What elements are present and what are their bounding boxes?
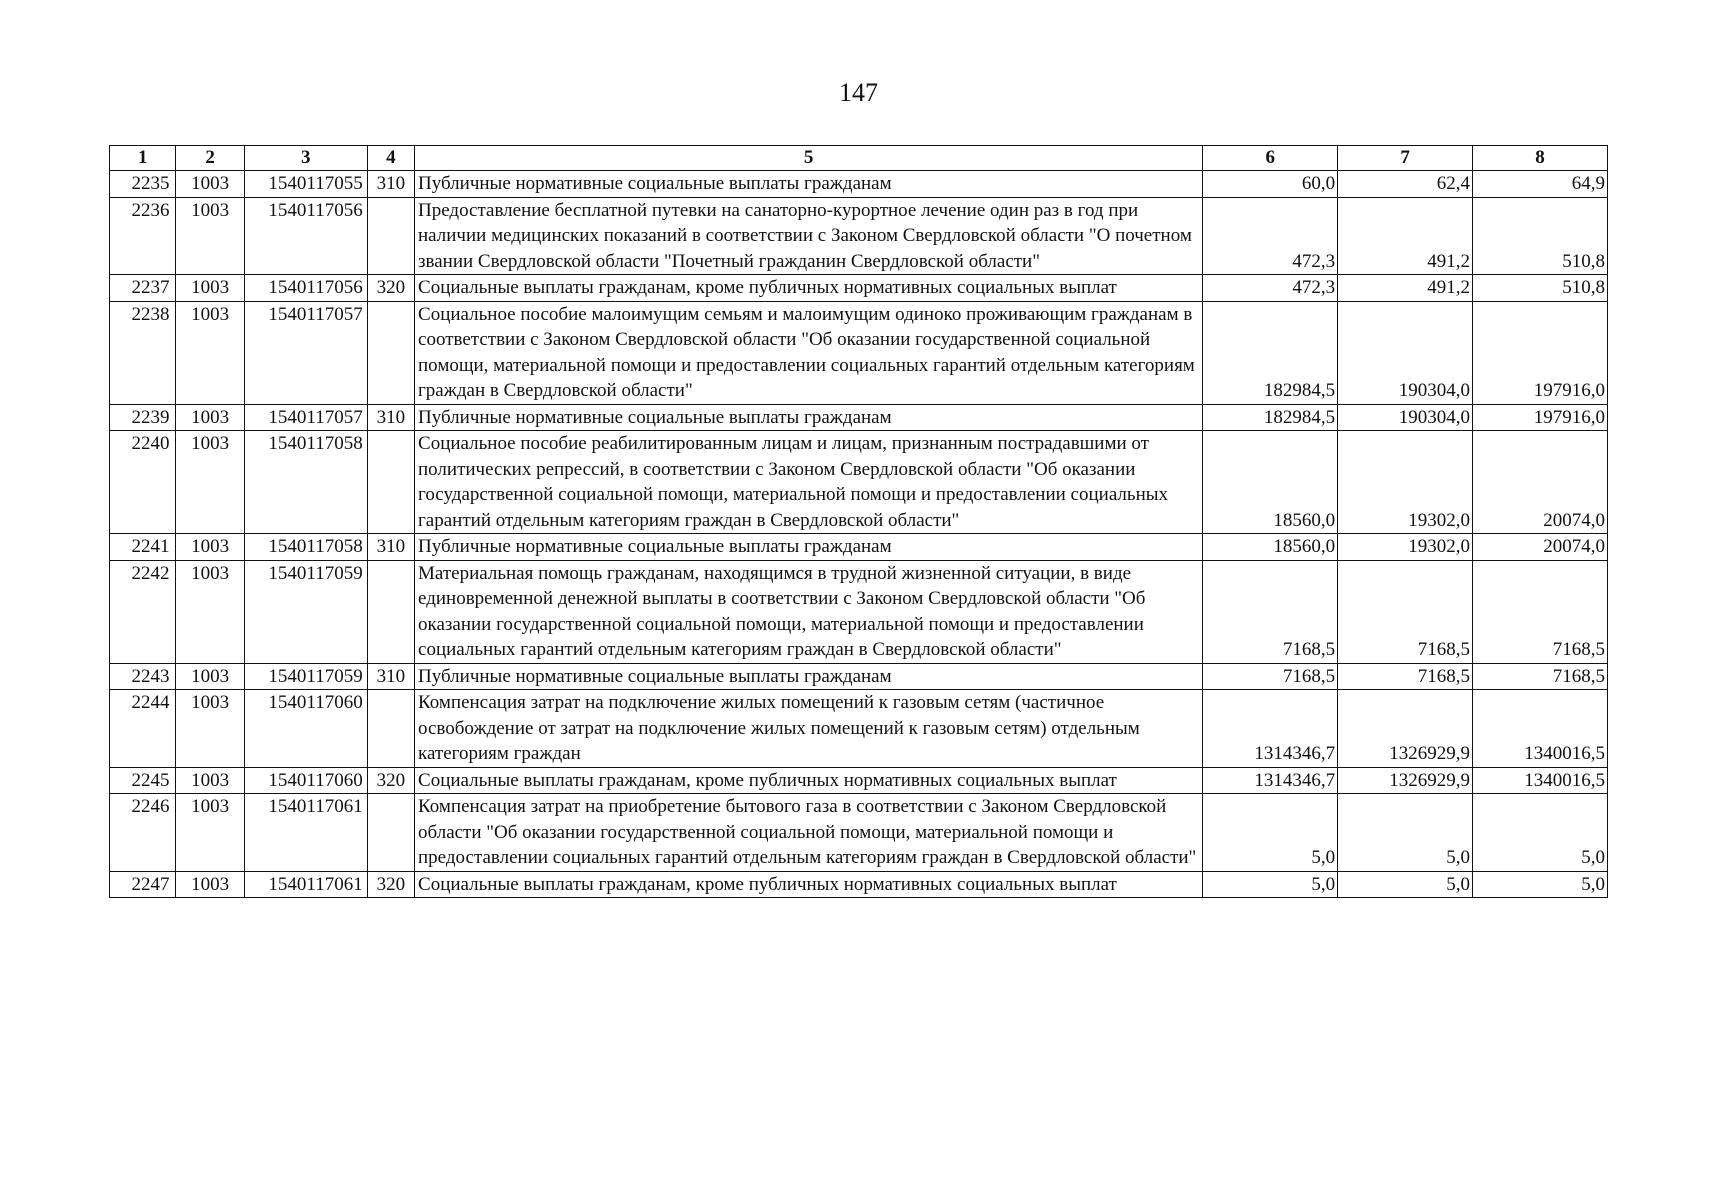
amount-year-1: 472,3 <box>1203 275 1338 302</box>
amount-year-2: 5,0 <box>1338 794 1473 872</box>
row-number: 2237 <box>110 275 176 302</box>
description-cell: Публичные нормативные социальные выплаты гражданам <box>415 171 1203 198</box>
table-row <box>110 275 1608 302</box>
section-code: 1003 <box>176 301 244 404</box>
description-cell: Публичные нормативные социальные выплаты гражданам <box>415 534 1203 561</box>
amount-year-1: 7168,5 <box>1203 663 1338 690</box>
description-cell: Социальные выплаты гражданам, кроме публичных нормативных социальных выплат <box>415 275 1203 302</box>
expense-type-code <box>367 301 414 404</box>
amount-year-2: 190304,0 <box>1338 301 1473 404</box>
amount-year-2: 491,2 <box>1338 275 1473 302</box>
table-row <box>110 301 1608 404</box>
section-code: 1003 <box>176 560 244 663</box>
table-row <box>110 431 1608 534</box>
amount-year-2: 7168,5 <box>1338 663 1473 690</box>
row-number: 2244 <box>110 690 176 768</box>
expense-type-code: 310 <box>367 534 414 561</box>
amount-year-2: 190304,0 <box>1338 404 1473 431</box>
row-number: 2243 <box>110 663 176 690</box>
description-cell: Социальные выплаты гражданам, кроме публичных нормативных социальных выплат <box>415 767 1203 794</box>
amount-year-1: 18560,0 <box>1203 431 1338 534</box>
expense-type-code: 320 <box>367 871 414 898</box>
table-row <box>110 560 1608 663</box>
table-row <box>110 767 1608 794</box>
table-row <box>110 171 1608 198</box>
section-code: 1003 <box>176 431 244 534</box>
section-code: 1003 <box>176 404 244 431</box>
expense-type-code: 320 <box>367 767 414 794</box>
column-header: 3 <box>244 146 367 171</box>
amount-year-3: 1340016,5 <box>1473 767 1608 794</box>
amount-year-3: 510,8 <box>1473 197 1608 275</box>
expense-type-code <box>367 794 414 872</box>
amount-year-1: 182984,5 <box>1203 301 1338 404</box>
target-article-code: 1540117061 <box>244 871 367 898</box>
target-article-code: 1540117059 <box>244 663 367 690</box>
section-code: 1003 <box>176 794 244 872</box>
amount-year-3: 20074,0 <box>1473 534 1608 561</box>
target-article-code: 1540117059 <box>244 560 367 663</box>
amount-year-2: 5,0 <box>1338 871 1473 898</box>
expense-type-code <box>367 431 414 534</box>
expense-type-code <box>367 560 414 663</box>
section-code: 1003 <box>176 534 244 561</box>
amount-year-2: 1326929,9 <box>1338 690 1473 768</box>
description-cell: Предоставление бесплатной путевки на санаторно-курортное лечение один раз в год при наличии медицинских показаний в соответствии с Законом Свердловской области "О почетном звании Свердловской области "Почетный гражданин Свердловской области" <box>415 197 1203 275</box>
amount-year-2: 491,2 <box>1338 197 1473 275</box>
row-number: 2236 <box>110 197 176 275</box>
section-code: 1003 <box>176 171 244 198</box>
amount-year-1: 7168,5 <box>1203 560 1338 663</box>
row-number: 2242 <box>110 560 176 663</box>
description-cell: Материальная помощь гражданам, находящимся в трудной жизненной ситуации, в виде единовременной денежной выплаты в соответствии с Законом Свердловской области "Об оказании государственной социальной помощи, материальной помощи и предоставлении социальных гарантий отдельным категориям граждан в Свердловской области" <box>415 560 1203 663</box>
table-row <box>110 534 1608 561</box>
amount-year-3: 5,0 <box>1473 871 1608 898</box>
expense-type-code <box>367 690 414 768</box>
amount-year-2: 7168,5 <box>1338 560 1473 663</box>
section-code: 1003 <box>176 197 244 275</box>
amount-year-3: 64,9 <box>1473 171 1608 198</box>
row-number: 2247 <box>110 871 176 898</box>
table-row <box>110 794 1608 872</box>
section-code: 1003 <box>176 663 244 690</box>
column-header: 5 <box>415 146 1203 171</box>
column-header: 2 <box>176 146 244 171</box>
target-article-code: 1540117056 <box>244 197 367 275</box>
amount-year-2: 62,4 <box>1338 171 1473 198</box>
table-header-row <box>110 146 1608 171</box>
section-code: 1003 <box>176 767 244 794</box>
target-article-code: 1540117060 <box>244 767 367 794</box>
target-article-code: 1540117060 <box>244 690 367 768</box>
column-header: 7 <box>1338 146 1473 171</box>
table-row <box>110 197 1608 275</box>
amount-year-3: 197916,0 <box>1473 301 1608 404</box>
amount-year-2: 19302,0 <box>1338 431 1473 534</box>
target-article-code: 1540117061 <box>244 794 367 872</box>
row-number: 2240 <box>110 431 176 534</box>
section-code: 1003 <box>176 871 244 898</box>
target-article-code: 1540117057 <box>244 404 367 431</box>
row-number: 2235 <box>110 171 176 198</box>
amount-year-1: 182984,5 <box>1203 404 1338 431</box>
amount-year-1: 1314346,7 <box>1203 767 1338 794</box>
expense-type-code <box>367 197 414 275</box>
amount-year-3: 510,8 <box>1473 275 1608 302</box>
amount-year-1: 5,0 <box>1203 871 1338 898</box>
page-number: 147 <box>839 78 878 107</box>
description-cell: Публичные нормативные социальные выплаты гражданам <box>415 663 1203 690</box>
row-number: 2238 <box>110 301 176 404</box>
amount-year-1: 1314346,7 <box>1203 690 1338 768</box>
table-row <box>110 404 1608 431</box>
expense-type-code: 320 <box>367 275 414 302</box>
target-article-code: 1540117055 <box>244 171 367 198</box>
row-number: 2239 <box>110 404 176 431</box>
expense-type-code: 310 <box>367 663 414 690</box>
column-header: 4 <box>367 146 414 171</box>
column-header: 1 <box>110 146 176 171</box>
amount-year-3: 1340016,5 <box>1473 690 1608 768</box>
amount-year-2: 1326929,9 <box>1338 767 1473 794</box>
description-cell: Публичные нормативные социальные выплаты гражданам <box>415 404 1203 431</box>
description-cell: Компенсация затрат на приобретение бытового газа в соответствии с Законом Свердловской области "Об оказании государственной социальной помощи, материальной помощи и предоставлении социальных гарантий отдельным категориям граждан в Свердловской области" <box>415 794 1203 872</box>
table-row <box>110 663 1608 690</box>
table-row <box>110 871 1608 898</box>
table-row <box>110 690 1608 768</box>
target-article-code: 1540117058 <box>244 431 367 534</box>
section-code: 1003 <box>176 275 244 302</box>
section-code: 1003 <box>176 690 244 768</box>
description-cell: Социальные выплаты гражданам, кроме публичных нормативных социальных выплат <box>415 871 1203 898</box>
amount-year-3: 5,0 <box>1473 794 1608 872</box>
amount-year-3: 7168,5 <box>1473 560 1608 663</box>
column-header: 6 <box>1203 146 1338 171</box>
target-article-code: 1540117057 <box>244 301 367 404</box>
row-number: 2241 <box>110 534 176 561</box>
budget-table <box>109 145 1608 898</box>
row-number: 2245 <box>110 767 176 794</box>
description-cell: Компенсация затрат на подключение жилых помещений к газовым сетям (частичное освобождение от затрат на подключение жилых помещений к газовым сетям) отдельным категориям граждан <box>415 690 1203 768</box>
target-article-code: 1540117058 <box>244 534 367 561</box>
expense-type-code: 310 <box>367 171 414 198</box>
column-header: 8 <box>1473 146 1608 171</box>
amount-year-1: 472,3 <box>1203 197 1338 275</box>
expense-type-code: 310 <box>367 404 414 431</box>
amount-year-1: 5,0 <box>1203 794 1338 872</box>
amount-year-1: 60,0 <box>1203 171 1338 198</box>
target-article-code: 1540117056 <box>244 275 367 302</box>
description-cell: Социальное пособие реабилитированным лицам и лицам, признанным пострадавшими от политических репрессий, в соответствии с Законом Свердловской области "Об оказании государственной социальной помощи, материальной помощи и предоставлении социальных гарантий отдельным категориям граждан в Свердловской области" <box>415 431 1203 534</box>
amount-year-1: 18560,0 <box>1203 534 1338 561</box>
amount-year-2: 19302,0 <box>1338 534 1473 561</box>
description-cell: Социальное пособие малоимущим семьям и малоимущим одиноко проживающим гражданам в соответствии с Законом Свердловской области "Об оказании государственной социальной помощи, материальной помощи и предоставлении социальных гарантий отдельным категориям граждан в Свердловской области" <box>415 301 1203 404</box>
amount-year-3: 197916,0 <box>1473 404 1608 431</box>
amount-year-3: 7168,5 <box>1473 663 1608 690</box>
amount-year-3: 20074,0 <box>1473 431 1608 534</box>
row-number: 2246 <box>110 794 176 872</box>
